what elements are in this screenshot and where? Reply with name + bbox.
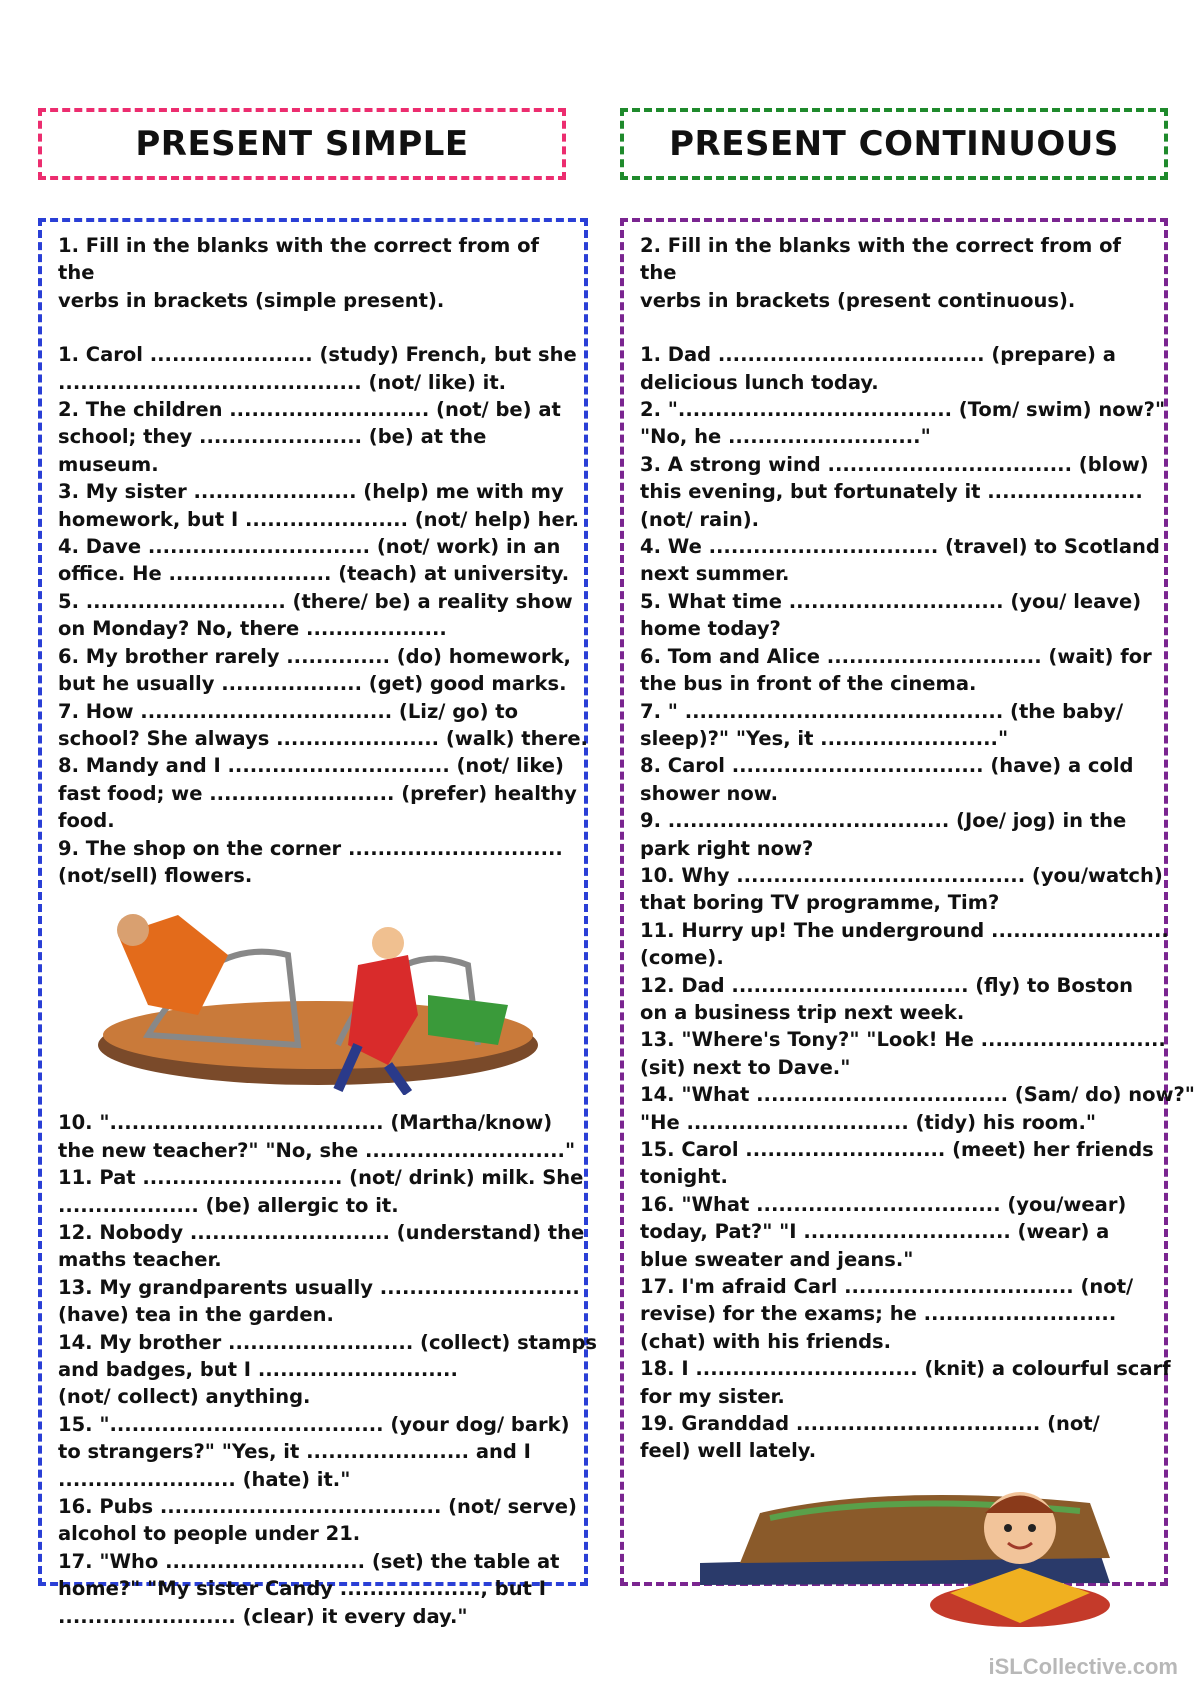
present-continuous-line: tonight. <box>640 1165 728 1189</box>
present-continuous-line: blue sweater and jeans." <box>640 1247 914 1271</box>
present-simple-title: PRESENT SIMPLE <box>38 108 566 180</box>
present-continuous-line: 18. I .............................. (knit) a colourful scarf <box>640 1357 1171 1381</box>
present-simple-line: to strangers?" "Yes, it ...................... and I <box>58 1440 531 1464</box>
present-continuous-line: 8. Carol .................................. (have) a cold <box>640 754 1134 778</box>
present-simple-line: (not/sell) flowers. <box>58 863 253 887</box>
present-simple-line: 7. How .................................. (Liz/ go) to <box>58 699 518 723</box>
present-continuous-exercise <box>620 218 1195 1586</box>
present-continuous-line: (sit) next to Dave." <box>640 1055 851 1079</box>
present-simple-line: food. <box>58 809 115 833</box>
present-continuous-line: park right now? <box>640 836 814 860</box>
merry-go-round-illustration <box>58 889 570 1109</box>
present-simple-line: 6. My brother rarely .............. (do) homework, <box>58 644 571 668</box>
present-simple-line: ......................................... (not/ like) it. <box>58 370 507 394</box>
swimming-boy-illustration <box>640 1465 1150 1615</box>
present-simple-line: maths teacher. <box>58 1248 222 1272</box>
present-simple-line: but he usually ................... (get) good marks. <box>58 672 567 696</box>
present-continuous-line: (chat) with his friends. <box>640 1329 892 1353</box>
present-continuous-line: 3. A strong wind ................................. (blow) <box>640 452 1149 476</box>
present-continuous-line: 4. We ............................... (travel) to Scotland <box>640 535 1160 559</box>
present-simple-line: 3. My sister ...................... (help) me with my <box>58 480 564 504</box>
present-continuous-line: 11. Hurry up! The underground ........................ <box>640 918 1169 942</box>
present-simple-lines-top <box>58 341 588 889</box>
present-continuous-line: 15. Carol ........................... (meet) her friends <box>640 1138 1154 1161</box>
present-simple-line: school; they ...................... (be) at the <box>58 425 487 449</box>
present-continuous-line: revise) for the exams; he .......................... <box>640 1302 1117 1326</box>
present-simple-line: ........................ (clear) it every day." <box>58 1604 468 1628</box>
present-continuous-line: 10. Why ....................................... (you/watch) <box>640 863 1163 887</box>
present-continuous-line: this evening, but fortunately it ..................... <box>640 480 1143 504</box>
present-continuous-line: feel) well lately. <box>640 1439 817 1463</box>
present-continuous-line: 17. I'm afraid Carl ............................... (not/ <box>640 1275 1134 1299</box>
present-simple-line: 12. Nobody ........................... (understand) the <box>58 1220 585 1244</box>
present-simple-line: 9. The shop on the corner ............................. <box>58 836 563 860</box>
present-simple-line: alcohol to people under 21. <box>58 1522 361 1546</box>
present-continuous-line: 2. "..................................... (Tom/ swim) now?" <box>640 398 1166 422</box>
present-simple-line: (not/ collect) anything. <box>58 1385 311 1409</box>
present-continuous-line: home today? <box>640 617 781 641</box>
present-continuous-line: 1. Dad .................................... (prepare) a <box>640 343 1116 367</box>
present-simple-line: 5. ........................... (there/ be) a reality show <box>58 589 573 613</box>
present-simple-line: and badges, but I ........................... <box>58 1358 458 1381</box>
present-continuous-line: 13. "Where's Tony?" "Look! He ......................... <box>640 1028 1166 1052</box>
present-simple-line: ................... (be) allergic to it. <box>58 1193 399 1217</box>
present-simple-line: 17. "Who ........................... (set) the table at <box>58 1549 560 1573</box>
present-continuous-line: that boring TV programme, Tim? <box>640 891 1000 915</box>
present-continuous-line: 14. "What .................................. (Sam/ do) now?" <box>640 1083 1195 1107</box>
present-simple-line: 4. Dave .............................. (not/ work) in an <box>58 535 561 559</box>
present-simple-line: homework, but I ...................... (not/ help) her. <box>58 507 579 531</box>
present-simple-lines-bottom <box>58 1109 598 1630</box>
present-simple-line: ........................ (hate) it." <box>58 1467 351 1491</box>
present-continuous-line: (come). <box>640 946 724 970</box>
present-continuous-instruction: 2. Fill in the blanks with the correct from of the verbs in brackets (present continuous). <box>640 234 1122 312</box>
present-simple-line: 10. "..................................... (Martha/know) <box>58 1111 553 1135</box>
present-simple-line: 13. My grandparents usually ........................... <box>58 1275 580 1299</box>
present-simple-line: fast food; we ......................... (prefer) healthy <box>58 781 577 805</box>
present-simple-line: the new teacher?" "No, she ..........................." <box>58 1138 576 1162</box>
present-simple-line: home?" "My sister Candy ..................., but I <box>58 1577 546 1601</box>
footer-watermark: iSLCollective.com <box>988 1654 1178 1679</box>
present-simple-line: (have) tea in the garden. <box>58 1303 334 1327</box>
present-continuous-line: 19. Granddad ................................. (not/ <box>640 1412 1100 1436</box>
present-simple-line: 8. Mandy and I .............................. (not/ like) <box>58 754 564 778</box>
present-simple-line: office. He ...................... (teach) at university. <box>58 562 570 586</box>
present-continuous-line: delicious lunch today. <box>640 370 879 394</box>
present-simple-line: school? She always ...................... (walk) there. <box>58 726 588 750</box>
present-continuous-line: shower now. <box>640 781 778 805</box>
present-continuous-line: 5. What time ............................. (you/ leave) <box>640 589 1142 613</box>
present-simple-line: museum. <box>58 452 159 476</box>
present-continuous-line: on a business trip next week. <box>640 1000 965 1024</box>
present-continuous-line: the bus in front of the cinema. <box>640 672 977 696</box>
present-simple-line: 16. Pubs ...................................... (not/ serve) <box>58 1495 577 1519</box>
present-simple-line: 11. Pat ........................... (not/ drink) milk. She <box>58 1166 584 1190</box>
present-continuous-title: PRESENT CONTINUOUS <box>620 108 1168 180</box>
present-continuous-line: next summer. <box>640 562 790 586</box>
present-continuous-line: 9. ...................................... (Joe/ jog) in the <box>640 809 1127 833</box>
present-continuous-lines <box>640 341 1195 1465</box>
present-continuous-line: for my sister. <box>640 1384 785 1408</box>
present-continuous-line: (not/ rain). <box>640 507 760 531</box>
present-continuous-line: 7. " ........................................... (the baby/ <box>640 699 1124 723</box>
present-continuous-line: sleep)?" "Yes, it ........................" <box>640 726 1009 750</box>
present-continuous-line: 12. Dad ................................ (fly) to Boston <box>640 973 1134 997</box>
present-continuous-line: 16. "What ................................. (you/wear) <box>640 1192 1127 1216</box>
present-simple-line: 14. My brother ......................... (collect) stamps <box>58 1330 598 1354</box>
present-simple-line: 2. The children ........................... (not/ be) at <box>58 398 561 422</box>
present-continuous-line: 6. Tom and Alice ............................. (wait) for <box>640 644 1152 668</box>
present-continuous-line: today, Pat?" "I ............................ (wear) a <box>640 1220 1110 1244</box>
present-simple-line: 15. "..................................... (your dog/ bark) <box>58 1412 570 1436</box>
present-simple-instruction: 1. Fill in the blanks with the correct from of the verbs in brackets (simple present). <box>58 234 540 312</box>
present-simple-line: on Monday? No, there ................... <box>58 617 447 641</box>
present-continuous-line: "No, he .........................." <box>640 425 931 449</box>
present-continuous-line: "He .............................. (tidy) his room." <box>640 1110 1097 1134</box>
present-simple-line: 1. Carol ...................... (study) French, but she <box>58 343 577 367</box>
present-simple-exercise <box>38 218 598 1628</box>
